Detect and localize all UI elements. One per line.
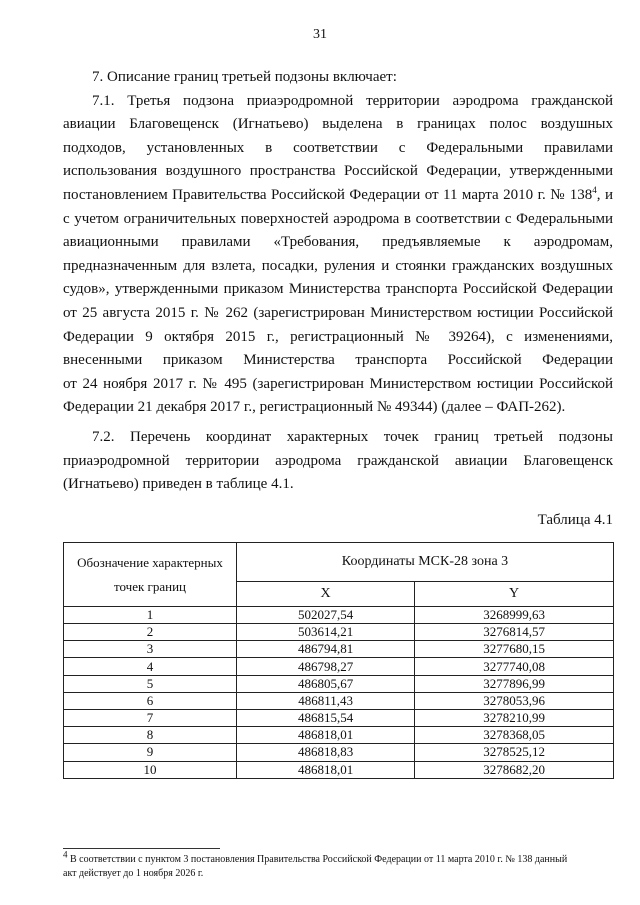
cell-x: 503614,21 bbox=[237, 624, 415, 641]
text-line: авиационными правилами «Требования, предъявляемые к аэродромам, bbox=[63, 234, 613, 251]
cell-x: 486798,27 bbox=[237, 658, 415, 675]
cell-y: 3276814,57 bbox=[415, 624, 614, 641]
table-body bbox=[64, 606, 614, 778]
table-row bbox=[64, 624, 614, 641]
text-line: внесенными приказом Министерства транспорта Российской Федерации bbox=[63, 352, 613, 369]
footnote bbox=[63, 849, 614, 881]
text-line: предназначенным для взлета, посадки, руления и стоянки гражданских воздушных bbox=[63, 257, 613, 274]
text-line: Федерации 21 декабря 2017 г., регистрационный № 49344) (далее – ФАП-262). bbox=[63, 399, 566, 416]
footnote-reference: 4 bbox=[592, 184, 597, 195]
table-row bbox=[64, 675, 614, 692]
cell-y: 3277680,15 bbox=[415, 641, 614, 658]
cell-y: 3278053,96 bbox=[415, 692, 614, 709]
cell-n: 2 bbox=[64, 624, 237, 641]
cell-n: 1 bbox=[64, 606, 237, 623]
cell-x: 486815,54 bbox=[237, 710, 415, 727]
cell-y: 3278368,05 bbox=[415, 727, 614, 744]
text-segment: постановлением Правительства Российской Федерации от 11 марта 2010 г. № 138 bbox=[63, 186, 593, 203]
header-x: X bbox=[237, 582, 415, 607]
table-row bbox=[64, 744, 614, 761]
text-segment: , и bbox=[596, 186, 613, 203]
cell-y: 3277896,99 bbox=[415, 675, 614, 692]
cell-x: 502027,54 bbox=[237, 606, 415, 623]
text-line: от 24 ноября 2017 г. № 495 (зарегистрирован Министерством юстиции Российской bbox=[63, 375, 613, 392]
text-line: от 25 августа 2015 г. № 262 (зарегистрирован Министерством юстиции Российской bbox=[63, 304, 613, 321]
text-line: с учетом ограничительных поверхностей аэродрома в соответствии с Федеральными bbox=[63, 210, 613, 227]
text-line: использования воздушного пространства Российской Федерации, утвержденными bbox=[63, 163, 613, 180]
text-line: подходов, установленных в соответствии с Федеральными правилами bbox=[63, 139, 613, 156]
table-row bbox=[64, 692, 614, 709]
cell-y: 3268999,63 bbox=[415, 606, 614, 623]
text-line: (Игнатьево) приведен в таблице 4.1. bbox=[63, 476, 294, 493]
table-row bbox=[64, 606, 614, 623]
footnote-text: акт действует до 1 ноября 2026 г. bbox=[63, 868, 204, 879]
table-caption: Таблица 4.1 bbox=[537, 511, 613, 528]
table-row bbox=[64, 710, 614, 727]
footnote-divider bbox=[63, 848, 220, 849]
cell-x: 486794,81 bbox=[237, 641, 415, 658]
cell-n: 3 bbox=[64, 641, 237, 658]
cell-n: 5 bbox=[64, 675, 237, 692]
cell-y: 3278210,99 bbox=[415, 710, 614, 727]
cell-n: 7 bbox=[64, 710, 237, 727]
table-row bbox=[64, 658, 614, 675]
text-line: 7.1. Третья подзона приаэродромной территории аэродрома гражданской bbox=[92, 92, 613, 109]
table-row bbox=[64, 727, 614, 744]
cell-x: 486818,01 bbox=[237, 761, 415, 778]
table-row bbox=[64, 761, 614, 778]
header-y: Y bbox=[415, 582, 614, 607]
cell-x: 486818,83 bbox=[237, 744, 415, 761]
page-number: 31 bbox=[313, 27, 327, 42]
cell-y: 3278682,20 bbox=[415, 761, 614, 778]
coordinates-table bbox=[63, 542, 614, 778]
cell-y: 3278525,12 bbox=[415, 744, 614, 761]
header-point-designation: Обозначение характерных точек границ bbox=[64, 543, 237, 607]
cell-n: 4 bbox=[64, 658, 237, 675]
cell-y: 3277740,08 bbox=[415, 658, 614, 675]
paragraph-7-1 bbox=[63, 90, 613, 420]
table-row bbox=[64, 641, 614, 658]
text-line-with-footnote bbox=[63, 184, 613, 208]
text-line: авиации Благовещенск (Игнатьево) выделена в границах полос воздушных bbox=[63, 116, 613, 133]
header-coordinates: Координаты МСК-28 зона 3 bbox=[237, 543, 614, 582]
cell-n: 10 bbox=[64, 761, 237, 778]
footnote-text: В соответствии с пунктом 3 постановления Правительства Российской Федерации от 11 марта 2010 г. № 138 данный bbox=[67, 854, 568, 865]
text-line: судов», утвержденными приказом Министерства транспорта Российской Федерации bbox=[63, 281, 613, 298]
text-line: 7.2. Перечень координат характерных точек границ третьей подзоны bbox=[92, 428, 613, 445]
cell-x: 486811,43 bbox=[237, 692, 415, 709]
paragraph-7-2 bbox=[63, 426, 613, 497]
footnote-mark: 4 bbox=[63, 849, 68, 860]
cell-x: 486818,01 bbox=[237, 727, 415, 744]
cell-x: 486805,67 bbox=[237, 675, 415, 692]
text-line: приаэродромной территории аэродрома гражданской авиации Благовещенск bbox=[63, 452, 613, 469]
cell-n: 9 bbox=[64, 744, 237, 761]
cell-n: 6 bbox=[64, 692, 237, 709]
section-heading: 7. Описание границ третьей подзоны включает: bbox=[92, 69, 397, 85]
document-body bbox=[63, 66, 613, 779]
text-line: Федерации 9 октября 2015 г., регистрационный № 39264), с изменениями, bbox=[63, 328, 613, 345]
cell-n: 8 bbox=[64, 727, 237, 744]
